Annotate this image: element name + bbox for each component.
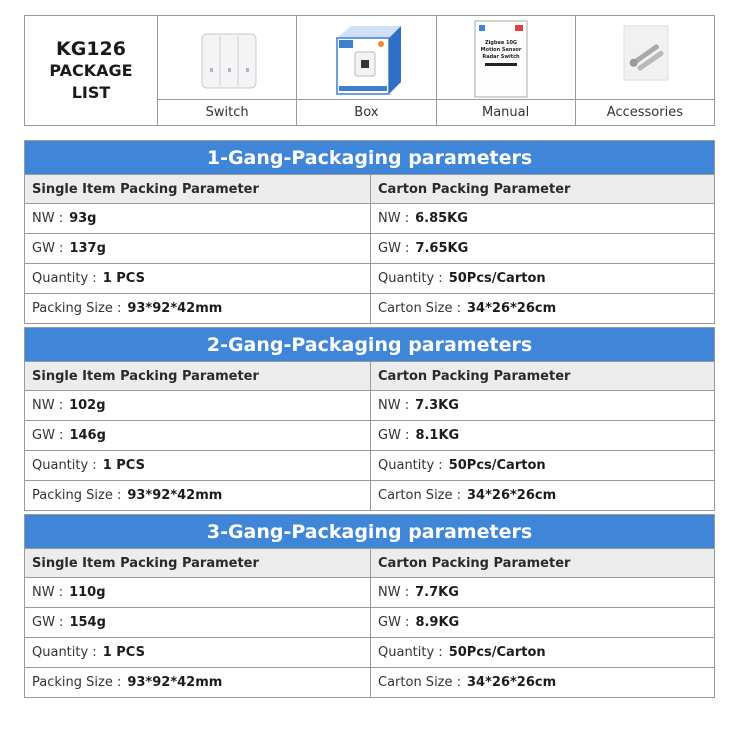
table-row [25, 233, 714, 263]
table-row [25, 637, 714, 667]
carton-cell [370, 294, 714, 323]
param-label: GW : [378, 615, 410, 630]
table-title: 3-Gang-Packaging parameters [25, 515, 714, 548]
param-value: 93*92*42mm [127, 301, 223, 316]
param-value: 7.3KG [415, 398, 459, 413]
single-cell [25, 264, 370, 293]
param-value: 8.9KG [415, 615, 460, 630]
carton-cell [370, 578, 714, 607]
table-title: 2-Gang-Packaging parameters [25, 328, 714, 361]
package-item-label: Accessories [576, 99, 714, 125]
param-value: 7.7KG [415, 585, 459, 600]
table-row [25, 607, 714, 637]
param-value: 1 PCS [102, 458, 145, 473]
table-row [25, 263, 714, 293]
single-cell [25, 668, 370, 697]
single-cell [25, 294, 370, 323]
package-item-accessories [576, 16, 714, 125]
param-value: 1 PCS [102, 271, 145, 286]
table-header-row [25, 174, 714, 203]
param-value: 146g [69, 428, 106, 443]
package-item-switch [158, 16, 297, 125]
param-value: 34*26*26cm [467, 301, 557, 316]
carton-cell [370, 391, 714, 420]
param-value: 110g [69, 585, 106, 600]
param-label: GW : [32, 615, 64, 630]
param-value: 34*26*26cm [467, 675, 557, 690]
param-label: Quantity : [378, 271, 443, 286]
param-label: Packing Size : [32, 675, 122, 690]
table-header-row [25, 361, 714, 390]
package-item-label: Switch [158, 99, 296, 125]
param-label: Carton Size : [378, 675, 462, 690]
package-item-box [297, 16, 436, 125]
single-cell [25, 481, 370, 510]
param-label: Quantity : [32, 271, 97, 286]
param-value: 93g [69, 211, 97, 226]
param-value: 7.65KG [415, 241, 469, 256]
carton-cell [370, 204, 714, 233]
param-label: NW : [32, 585, 64, 600]
param-value: 8.1KG [415, 428, 460, 443]
param-label: Quantity : [378, 645, 443, 660]
param-label: NW : [32, 211, 64, 226]
carton-cell [370, 421, 714, 450]
svg-text:Motion Sensor: Motion Sensor [480, 47, 521, 53]
accessories-image [576, 16, 716, 102]
param-label: NW : [378, 585, 410, 600]
box-image [297, 16, 437, 102]
single-cell [25, 391, 370, 420]
table-title: 1-Gang-Packaging parameters [25, 141, 714, 174]
param-label: Carton Size : [378, 301, 462, 316]
carton-cell [370, 668, 714, 697]
param-label: NW : [378, 211, 410, 226]
param-label: Packing Size : [32, 488, 122, 503]
table-row [25, 480, 714, 510]
param-label: NW : [378, 398, 410, 413]
manual-image [437, 16, 577, 102]
param-value: 50Pcs/Carton [448, 458, 546, 473]
carton-header: Carton Packing Parameter [370, 362, 714, 390]
param-value: 1 PCS [102, 645, 145, 660]
carton-cell [370, 481, 714, 510]
table-row [25, 293, 714, 323]
param-value: 34*26*26cm [467, 488, 557, 503]
single-cell [25, 421, 370, 450]
param-value: 93*92*42mm [127, 675, 223, 690]
param-label: NW : [32, 398, 64, 413]
table-row [25, 450, 714, 480]
carton-header: Carton Packing Parameter [370, 175, 714, 203]
svg-text:Zigbee 10G: Zigbee 10G [484, 40, 517, 46]
param-value: 6.85KG [415, 211, 468, 226]
table-row [25, 420, 714, 450]
single-cell [25, 451, 370, 480]
carton-header: Carton Packing Parameter [370, 549, 714, 577]
param-value: 154g [69, 615, 106, 630]
carton-cell [370, 451, 714, 480]
package-item-manual [437, 16, 576, 125]
params-table-3-gang [24, 514, 715, 698]
table-header-row [25, 548, 714, 577]
single-cell [25, 234, 370, 263]
carton-cell [370, 608, 714, 637]
param-label: Quantity : [32, 645, 97, 660]
table-row [25, 390, 714, 420]
carton-cell [370, 234, 714, 263]
package-list-title: PACKAGE LIST [49, 60, 133, 102]
param-label: GW : [32, 428, 64, 443]
single-cell [25, 608, 370, 637]
param-label: Packing Size : [32, 301, 122, 316]
single-cell [25, 638, 370, 667]
single-cell [25, 204, 370, 233]
params-table-2-gang [24, 327, 715, 511]
carton-cell [370, 264, 714, 293]
param-value: 93*92*42mm [127, 488, 223, 503]
svg-text:Radar Switch: Radar Switch [481, 54, 520, 60]
param-label: GW : [378, 428, 410, 443]
model-number: KG126 [56, 37, 126, 60]
param-label: GW : [32, 241, 64, 256]
param-label: Quantity : [378, 458, 443, 473]
param-label: Carton Size : [378, 488, 462, 503]
single-item-header: Single Item Packing Parameter [32, 181, 259, 197]
single-item-header: Single Item Packing Parameter [32, 555, 259, 571]
param-label: GW : [378, 241, 410, 256]
params-table-1-gang [24, 140, 715, 324]
switch-image [158, 16, 298, 102]
table-row [25, 577, 714, 607]
single-cell [25, 578, 370, 607]
param-value: 50Pcs/Carton [448, 271, 546, 286]
table-row [25, 203, 714, 233]
single-item-header: Single Item Packing Parameter [32, 368, 259, 384]
package-list [24, 15, 715, 126]
param-value: 50Pcs/Carton [448, 645, 546, 660]
package-title-block [25, 16, 158, 125]
param-label: Quantity : [32, 458, 97, 473]
param-value: 102g [69, 398, 106, 413]
package-item-label: Manual [437, 99, 575, 125]
param-value: 137g [69, 241, 106, 256]
table-row [25, 667, 714, 697]
carton-cell [370, 638, 714, 667]
package-item-label: Box [297, 99, 435, 125]
